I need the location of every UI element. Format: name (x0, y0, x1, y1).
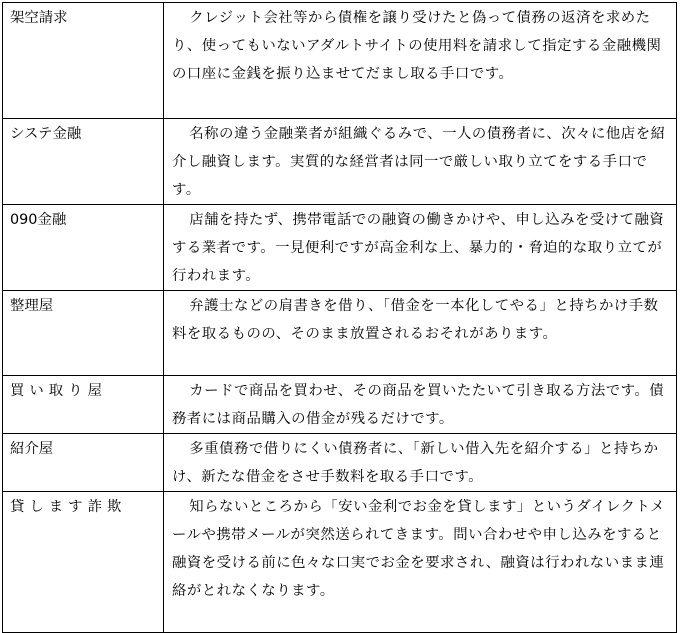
table-row (3, 376, 677, 434)
term-text: 紹介屋 (10, 441, 54, 457)
description-text: カードで商品を買わせ、その商品を買いたたいて引き取る方法です。債務者には商品購入の借金が残るだけです。 (172, 383, 665, 427)
description-cell (164, 492, 677, 633)
term-cell (3, 376, 164, 434)
table-row (3, 119, 677, 205)
description-text: 弁護士などの肩書きを借り、「借金を一本化してやる」と持ちかけ手数料を取るものの、そのまま放置されるおそれがあります。 (172, 298, 659, 342)
term-text: 090金融 (10, 212, 67, 228)
term-text: 買い取り屋 (10, 383, 107, 399)
description-text: 多重債務で借りにくい債務者に、「新しい借入先を紹介する」と持ちかけ、新たな借金をさせ手数料を取る手口です。 (172, 441, 659, 485)
table-row (3, 291, 677, 376)
table-row (3, 492, 677, 633)
table-row (3, 434, 677, 492)
table-row (3, 3, 677, 119)
description-cell (164, 434, 677, 492)
term-text: 整理屋 (10, 298, 54, 314)
scam-types-table (2, 2, 677, 633)
term-text: システ金融 (10, 126, 82, 142)
term-cell (3, 434, 164, 492)
term-text: 貸します詐欺 (10, 499, 127, 515)
description-cell (164, 119, 677, 205)
term-cell (3, 291, 164, 376)
description-cell (164, 376, 677, 434)
description-text: クレジット会社等から債権を譲り受けたと偽って債務の返済を求めたり、使ってもいないアダルトサイトの使用料を請求して指定する金融機関の口座に金銭を振り込ませてだまし取る手口です。 (172, 10, 662, 82)
term-cell (3, 3, 164, 119)
table-row (3, 205, 677, 291)
description-text: 店舗を持たず、携帯電話での融資の働きかけや、申し込みを受けて融資する業者です。一見便利ですが高金利な上、暴力的・脅迫的な取り立てが行われます。 (172, 212, 665, 284)
description-cell (164, 3, 677, 119)
term-text: 架空請求 (10, 10, 68, 26)
description-text: 知らないところから「安い金利でお金を貸します」というダイレクトメールや携帯メールが突然送られてきます。問い合わせや申し込みをすると融資を受ける前に色々な口実でお金を要求され、融資は行われないまま連絡がとれなくなります。 (172, 499, 666, 599)
description-cell (164, 291, 677, 376)
description-cell (164, 205, 677, 291)
description-text: 名称の違う金融業者が組織ぐるみで、一人の債務者に、次々に他店を紹介し融資します。実質的な経営者は同一で厳しい取り立てをする手口です。 (172, 126, 666, 198)
term-cell (3, 119, 164, 205)
term-cell (3, 492, 164, 633)
term-cell (3, 205, 164, 291)
